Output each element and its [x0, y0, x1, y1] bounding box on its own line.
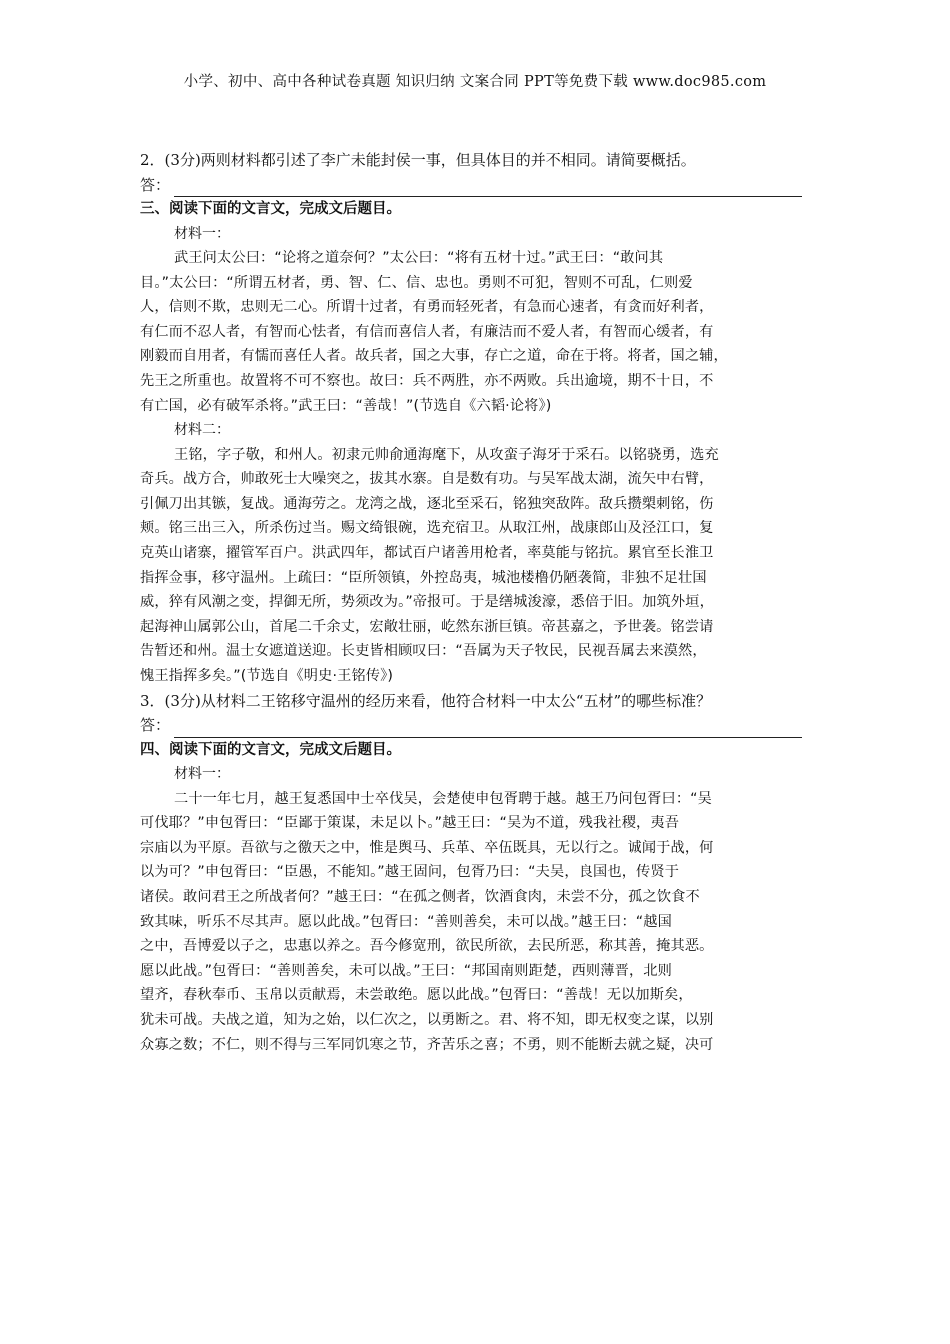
answer-line-2[interactable]: [140, 173, 812, 198]
text-line: 人，信则不欺，忠则无二心。所谓十过者，有勇而轻死者，有急而心速者，有贪而好利者，: [140, 299, 714, 316]
text-line: 之中，吾博爱以子之，忠惠以养之。吾今修宽刑，欲民所欲，去民所恶，称其善，掩其恶。: [140, 938, 714, 955]
answer-line-3[interactable]: [140, 713, 812, 738]
section-3-title: 三、阅读下面的文言文，完成文后题目。: [140, 201, 401, 217]
text-line: 克英山诸寨，擢管军百户。洪武四年，都试百户诸善用枪者，率莫能与铭抗。累官至长淮卫: [140, 545, 714, 562]
section-4-material-1-text: [140, 787, 812, 1058]
text-line: 可伐耶？”申包胥曰：“臣鄙于策谋，未足以卜。”越王曰：“吴为不道，残我社稷，夷吾: [140, 815, 680, 832]
text-line: 愧王指挥多矣。”(节选自《明史·王铭传》): [140, 668, 394, 684]
section-3-material-1-label: 材料一：: [174, 225, 230, 242]
text-line: 二十一年七月，越王复悉国中士卒伐吴，会楚使申包胥聘于越。越王乃问包胥曰：“吴: [174, 790, 712, 807]
text-line: 起海神山属郭公山，首尾二千余丈，宏敞壮丽，屹然东浙巨镇。帝甚嘉之，予世袭。铭尝请: [140, 618, 714, 635]
text-line: 望齐，春秋奉币、玉帛以贡献焉，未尝敢绝。愿以此战。”包胥曰：“善哉！无以加斯矣，: [140, 987, 693, 1004]
question-2: 2．(3分)两则材料都引述了李广未能封侯一事，但具体目的并不相同。请简要概括。: [140, 151, 696, 169]
text-line: 宗庙以为平原。吾欲与之徼天之中，惟是舆马、兵革、卒伍既具，无以行之。诚闻于战，何: [140, 839, 714, 856]
text-line: 有仁而不忍人者，有智而心怯者，有信而喜信人者，有廉洁而不爱人者，有智而心缓者，有: [140, 323, 714, 340]
answer-rule: [174, 179, 802, 197]
answer-label: 答：: [140, 175, 171, 194]
text-line: 威，猝有风潮之变，捍御无所，势须改为。”帝报可。于是缮城浚濠，悉倍于旧。加筑外垣，: [140, 594, 714, 611]
section-3-material-2-label: 材料二：: [174, 422, 230, 439]
text-line: 愿以此战。”包胥曰：“善则善矣，未可以战。”王曰：“邦国南则距楚，西则薄晋，北则: [140, 962, 672, 979]
question-3: 3．(3分)从材料二王铭移守温州的经历来看，他符合材料一中太公“五材”的哪些标准？: [140, 691, 712, 710]
text-line: 指挥佥事，移守温州。上疏曰：“臣所领镇，外控岛夷，城池楼橹仍陋袭简，非独不足壮国: [140, 569, 707, 586]
text-line: 告暂还和州。温士女遮道送迎。长吏皆相顾叹曰：“吾属为天子牧民，民视吾属去来漠然，: [140, 643, 707, 660]
section-3-material-2-text: [140, 443, 812, 689]
text-line: 奇兵。战方合，帅敢死士大噪突之，拔其水寨。自是数有功。与吴军战太湖，流矢中右臂，: [140, 471, 714, 488]
text-line: 刚毅而自用者，有懦而喜任人者。故兵者，国之大事，存亡之道，命在于将。将者，国之辅，: [140, 348, 728, 365]
text-line: 目。”太公曰：“所谓五材者，勇、智、仁、信、忠也。勇则不可犯，智则不可乱，仁则爱: [140, 274, 693, 291]
text-line: 众寡之数；不仁，则不得与三军同饥寒之节，齐苦乐之喜；不勇，则不能断去就之疑，决可: [140, 1036, 714, 1053]
section-4-material-1-label: 材料一：: [174, 766, 230, 783]
text-line: 有亡国，必有破军杀将。”武王曰：“善哉！”(节选自《六韬·论将》): [140, 397, 552, 414]
answer-label: 答：: [140, 716, 171, 735]
text-line: 颊。铭三出三入，所杀伤过当。赐文绮银碗，选充宿卫。从取江州，战康郎山及泾江口，复: [140, 520, 714, 537]
text-line: 引佩刀出其镞，复战。通海劳之。龙湾之战，逐北至采石，铭独突敌阵。敌兵攒槊刺铭，伤: [140, 495, 714, 512]
document-body: [140, 148, 812, 1057]
text-line: 王铭，字子敬，和州人。初隶元帅俞通海麾下，从攻蛮子海牙于采石。以铭骁勇，选充: [174, 446, 719, 463]
section-4-title: 四、阅读下面的文言文，完成文后题目。: [140, 741, 401, 758]
section-3-material-1-text: [140, 246, 812, 418]
answer-rule: [174, 720, 802, 738]
text-line: 武王问太公曰：“论将之道奈何？”太公曰：“将有五材十过。”武王曰：“敢问其: [174, 250, 664, 266]
text-line: 犹未可战。夫战之道，知为之始，以仁次之，以勇断之。君、将不知，即无权变之谋，以别: [140, 1011, 714, 1028]
text-line: 诸侯。敢问君王之所战者何？”越王曰：“在孤之侧者，饮酒食肉，未尝不分，孤之饮食不: [140, 888, 700, 905]
text-line: 以为可？”申包胥曰：“臣愚，不能知。”越王固问，包胥乃曰：“夫吴，良国也，传贤于: [140, 864, 680, 881]
text-line: 致其味，听乐不尽其声。愿以此战。”包胥曰：“善则善矣，未可以战。”越王曰：“越国: [140, 913, 672, 930]
text-line: 先王之所重也。故置将不可不察也。故曰：兵不两胜，亦不两败。兵出逾境，期不十日，不: [140, 372, 714, 389]
page-header: 小学、初中、高中各种试卷真题 知识归纳 文案合同 PPT等免费下载 www.doc985.com: [183, 74, 767, 90]
